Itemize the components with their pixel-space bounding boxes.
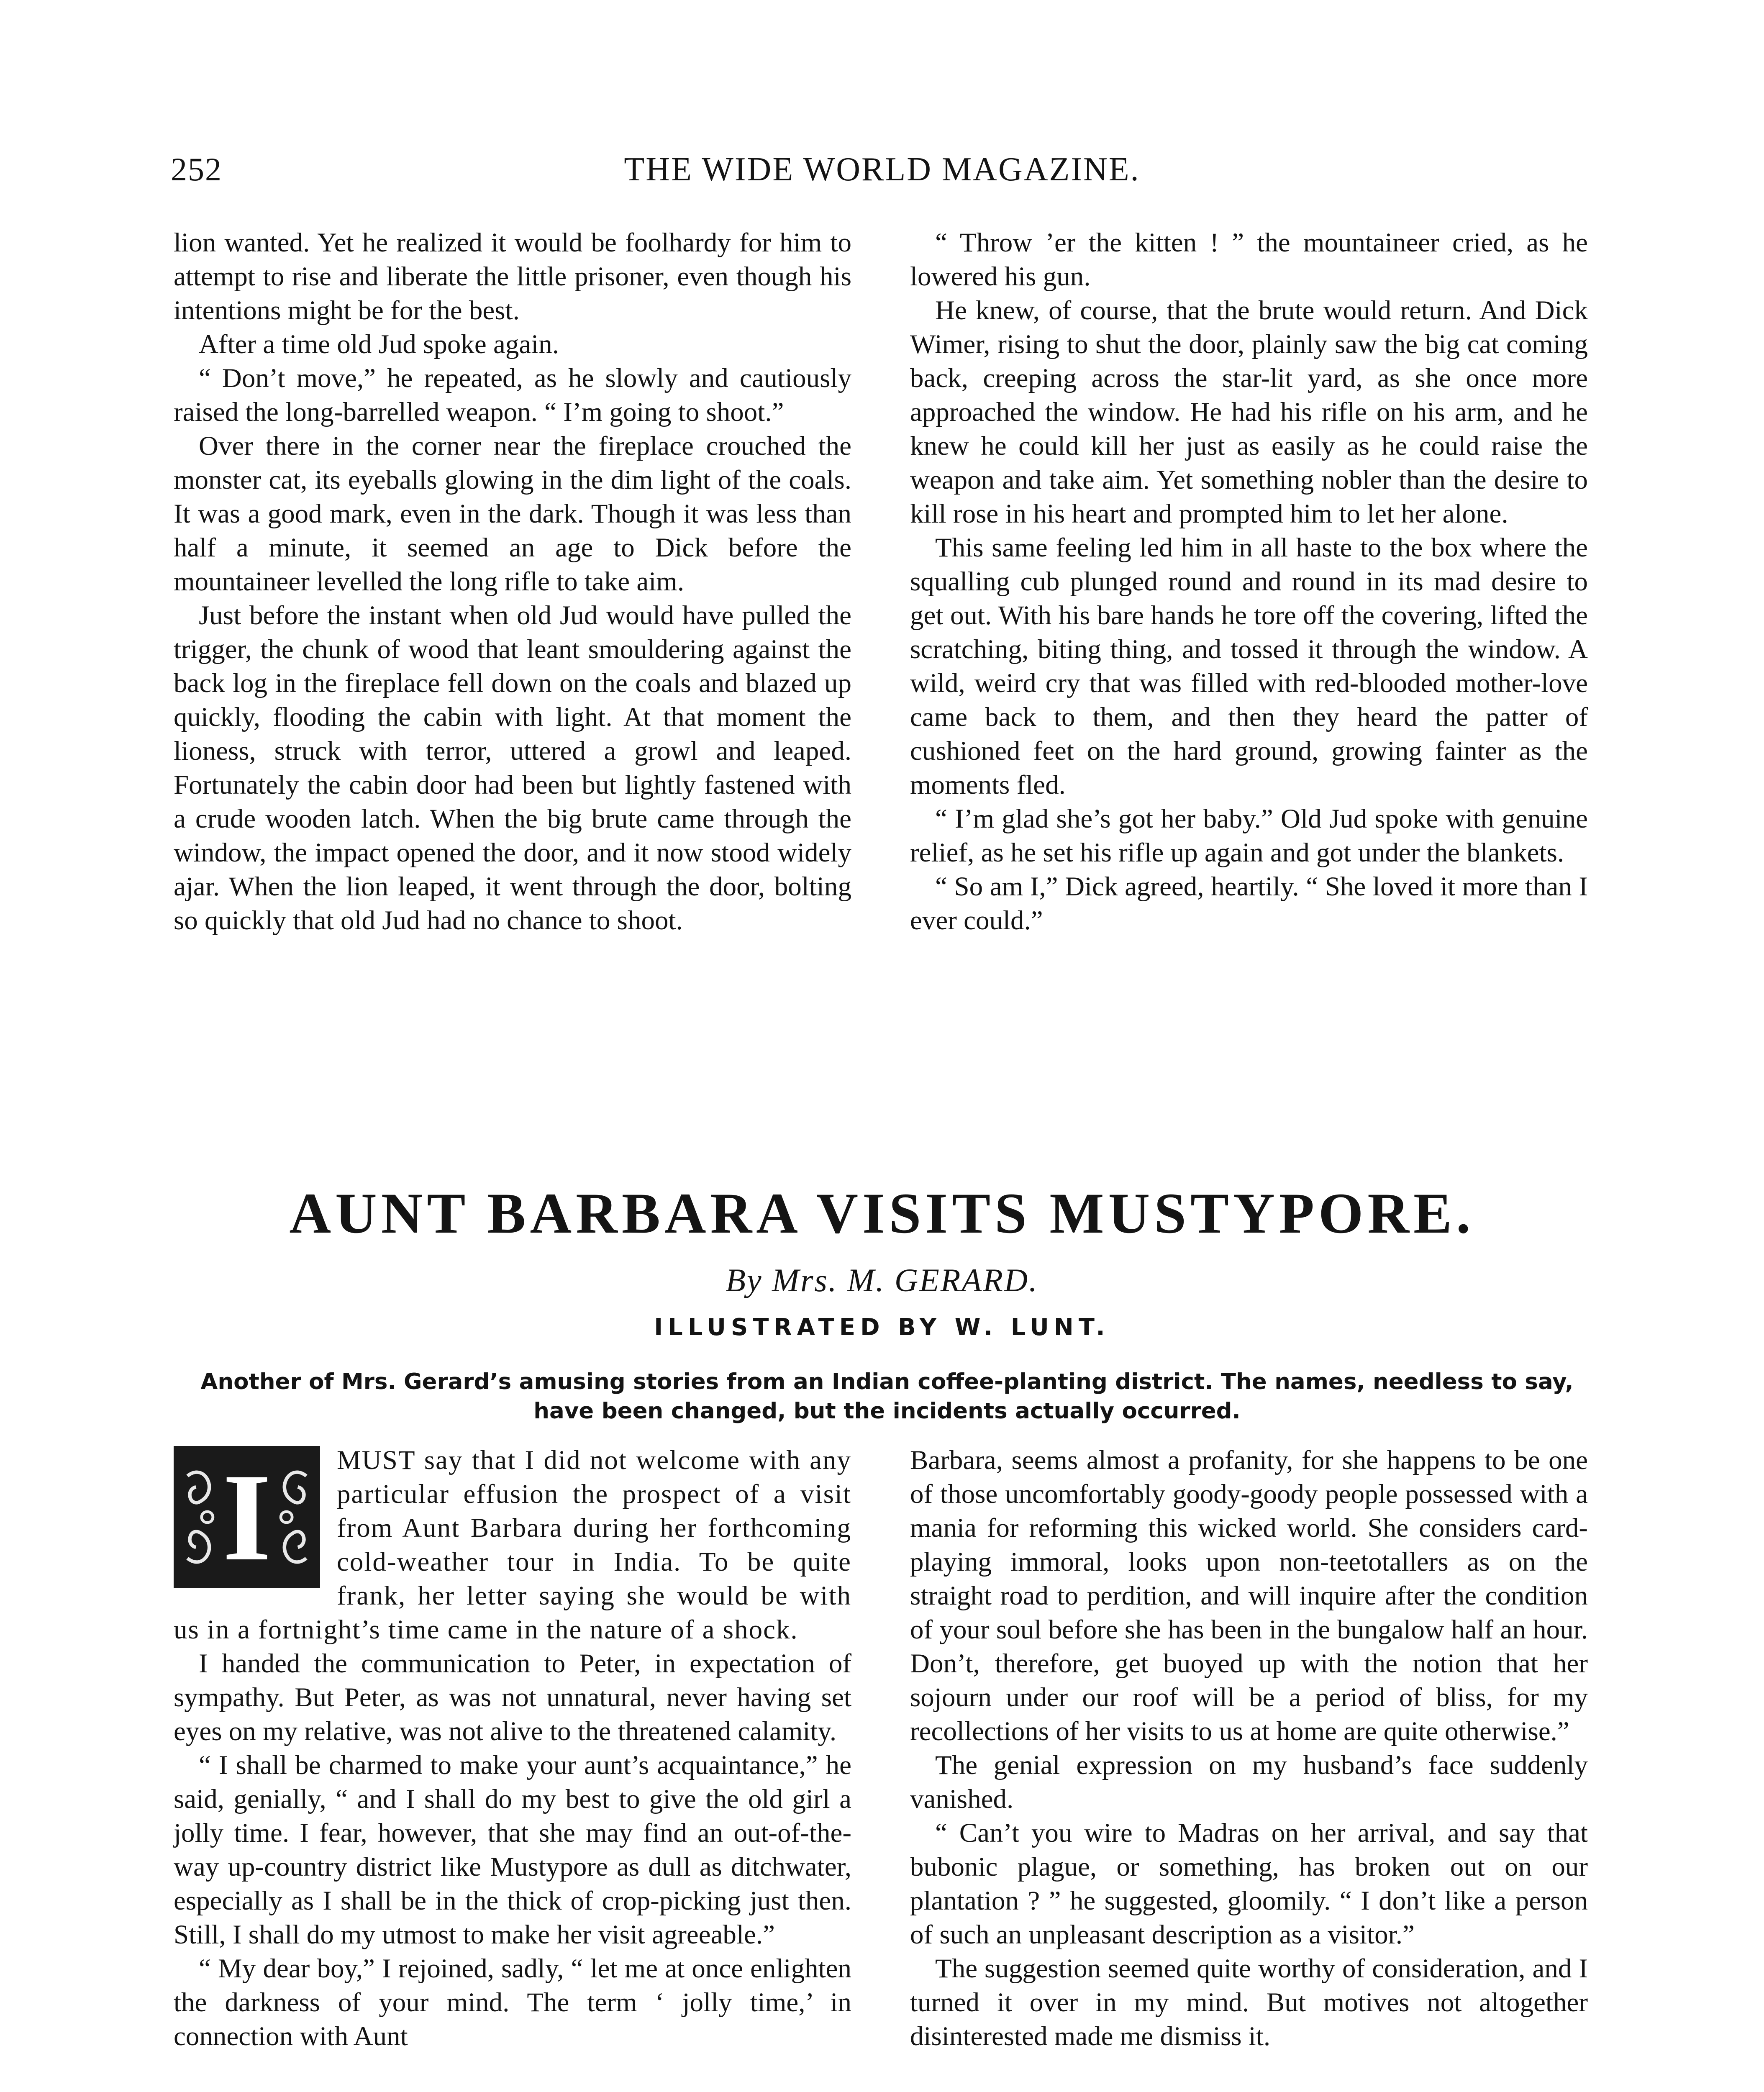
drop-cap <box>174 1446 320 1588</box>
story-right-column <box>910 1443 1588 2054</box>
story-title: AUNT BARBARA VISITS MUSTYPORE. <box>289 1181 1475 1245</box>
page-header <box>0 151 1764 201</box>
paragraph: “ I’m glad she’s got her baby.” Old Jud spoke with genuine relief, as he set his rifle up again and got under the blankets. <box>910 804 1588 868</box>
magazine-title: THE WIDE WORLD MAGAZINE. <box>624 151 1140 188</box>
paragraph: The suggestion seemed quite worthy of consideration, and I turned it over in my mind. But motives not altogether disinterested made me dismiss it. <box>910 1954 1588 2051</box>
paragraph: “ Don’t move,” he repeated, as he slowly and cautiously raised the long-barrelled weapon. “ I’m going to shoot.” <box>174 363 851 427</box>
paragraph: “ Throw ’er the kitten ! ” the mountaineer cried, as he lowered his gun. <box>910 228 1588 292</box>
paragraph: “ I shall be charmed to make your aunt’s acquaintance,” he said, genially, “ and I shall do my best to give the old girl a jolly time. I fear, however, that she may find an out-of-the-way up-country district like Mustypore as dull as ditchwater, especially as I shall be in the thick of crop-picking just then. Still, I shall do my utmost to make her visit agreeable.” <box>174 1750 851 1950</box>
story-left-column <box>174 1443 851 2054</box>
paragraph: “ My dear boy,” I rejoined, sadly, “ let me at once enlighten the darkness of your mind. The term ‘ jolly time,’ in connection with Aunt <box>174 1954 851 2051</box>
paragraph: The genial expression on my husband’s face suddenly vanished. <box>910 1750 1588 1814</box>
first-paragraph-text: MUST say that I did not welcome with any particular effusion the prospect of a visit from Aunt Barbara during her forthcoming cold-weather tour in India. To be quite frank, her letter saying she would be with us in a fortnight’s time came in the nature of a shock. <box>174 1445 851 1645</box>
paragraph: “ Can’t you wire to Madras on her arrival, and say that bubonic plague, or something, has broken out on our plantation ? ” he suggested, gloomily. “ I don’t like a person of such an unpleasant description as a visitor.” <box>910 1818 1588 1950</box>
paragraph: “ So am I,” Dick agreed, heartily. “ She loved it more than I ever could.” <box>910 872 1588 936</box>
previous-story-right-column <box>910 226 1588 938</box>
story-byline: By Mrs. M. GERARD. <box>726 1262 1038 1298</box>
paragraph: Over there in the corner near the fireplace crouched the monster cat, its eyeballs glowing in the dim light of the coals. It was a good mark, even in the dark. Though it was less than half a minute, it seemed an age to Dick before the mountaineer levelled the long rifle to take aim. <box>174 431 851 597</box>
story-intro: Another of Mrs. Gerard’s amusing stories from an Indian coffee-planting district. The names, needless to say, have been changed, but the incidents actually occurred. <box>200 1369 1574 1424</box>
paragraph: I handed the communication to Peter, in expectation of sympathy. But Peter, as was not unnatural, never having set eyes on my relative, was not alive to the threatened calamity. <box>174 1648 851 1746</box>
previous-story-left-column <box>174 226 851 938</box>
paragraph: After a time old Jud spoke again. <box>199 329 559 359</box>
paragraph: Just before the instant when old Jud would have pulled the trigger, the chunk of wood that leant smouldering against the back log in the fireplace fell down on the coals and blazed up quickly, flooding the cabin with light. At that moment the lioness, struck with terror, uttered a growl and leaped. Fortunately the cabin door had been but lightly fastened with a crude wooden latch. When the big brute came through the window, the impact opened the door, and it now stood widely ajar. When the lion leaped, it went through the door, bolting so quickly that old Jud had no chance to shoot. <box>174 600 851 936</box>
paragraph: This same feeling led him in all haste to the box where the squalling cub plunged round and round in its mad desire to get out. With his bare hands he tore off the covering, lifted the scratching, biting thing, and tossed it through the window. A wild, weird cry that was filled with red-blooded mother-love came back to them, and then they heard the patter of cushioned feet on the hard ground, growing fainter as the moments fled. <box>910 533 1588 800</box>
page-number: 252 <box>171 151 222 187</box>
illustrator-credit: ILLUSTRATED BY W. LUNT. <box>654 1314 1110 1341</box>
drop-cap-letter: I <box>222 1448 272 1587</box>
paragraph: Barbara, seems almost a profanity, for she happens to be one of those uncomfortably goody-goody people possessed with a mania for reforming this wicked world. She considers card-playing immoral, looks upon non-teetotallers as on the straight road to perdition, and will inquire after the condition of your soul before she has been in the bungalow half an hour. Don’t, therefore, get buoyed up with the notion that her sojourn under our roof will be a period of bliss, for my recollections of her visits to us at home are quite otherwise.” <box>910 1445 1588 1746</box>
paragraph: He knew, of course, that the brute would return. And Dick Wimer, rising to shut the door, plainly saw the big cat coming back, creeping across the star-lit yard, as she once more approached the window. He had his rifle on his arm, and he knew he could kill her just as easily as he could raise the weapon and take aim. Yet something nobler than the desire to kill rose in his heart and prompted him to let her alone. <box>910 295 1588 529</box>
paragraph: lion wanted. Yet he realized it would be foolhardy for him to attempt to rise and liberate the little prisoner, even though his intentions might be for the best. <box>174 228 851 326</box>
